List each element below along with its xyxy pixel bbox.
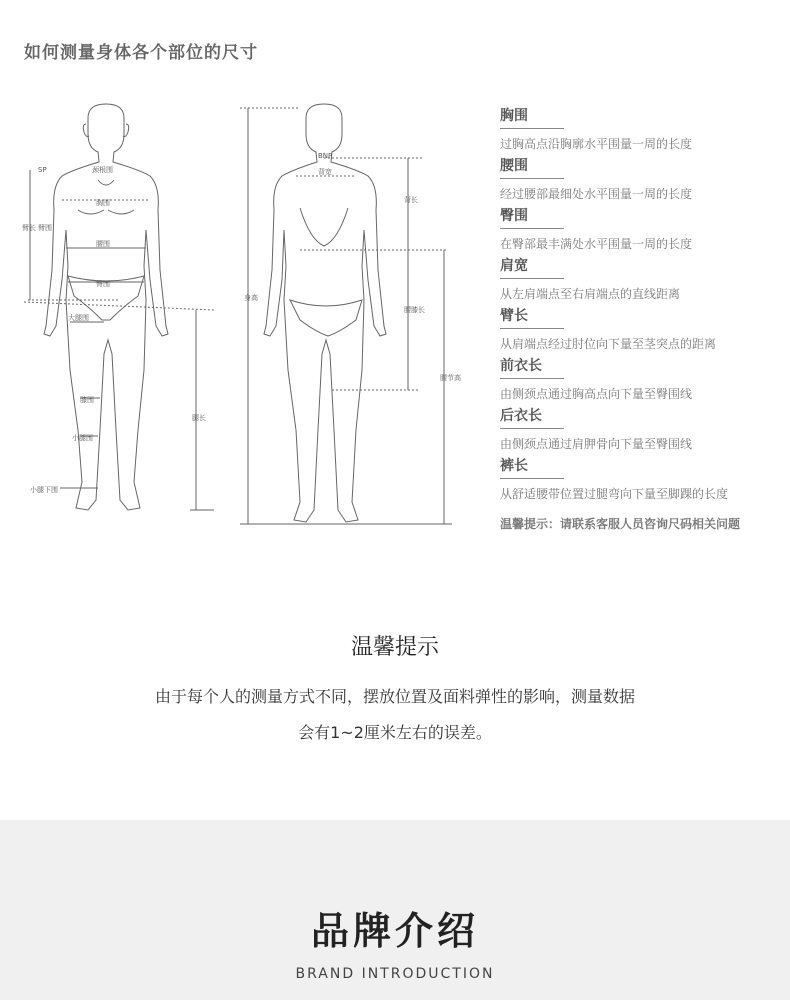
notice-title: 温馨提示 [350,635,439,660]
definition-item [500,105,780,155]
label-chest: 胸围 [96,199,110,207]
label-waist: 腰围 [96,240,110,248]
definition-term: 胸围 [500,105,564,129]
definition-term: 裤长 [500,455,564,479]
label-leg-length: 腿长 [192,414,206,422]
definition-item [500,455,780,505]
definition-term: 肩宽 [500,255,564,279]
brand-subtitle: BRAND INTRODUCTION [295,966,495,982]
notice-line-2: 会有1~2厘米左右的误差。 [298,723,492,742]
label-back-length: 背长 [404,196,418,204]
definition-item [500,305,780,355]
definition-desc: 经过腰部最细处水平围量一周的长度 [500,187,693,201]
label-arm-length: 臂长 [22,224,36,232]
definition-desc: 在臀部最丰满处水平围量一周的长度 [500,237,693,251]
definition-term: 臂长 [500,305,564,329]
definition-item [500,155,780,205]
definition-item [500,255,780,305]
label-bnp: BNP [318,152,333,160]
label-thigh: 大腿围 [68,314,89,322]
definition-desc: 由侧颈点通过胸高点向下量至臀围线 [500,387,693,401]
definition-term: 腰围 [500,155,564,179]
definition-item [500,405,780,455]
label-neck: 颈根围 [92,166,113,174]
measurement-definitions [500,105,780,505]
label-sp: SP [38,166,47,174]
label-back-width: 背宽 [318,168,332,176]
brand-title: 品牌介绍 [310,909,479,953]
page-title: 如何测量身体各个部位的尺寸 [24,43,258,63]
label-under-knee: 小腿下围 [30,486,58,494]
label-knee: 膝围 [80,396,94,404]
notice-line-1: 由于每个人的测量方式不同，摆放位置及面料弹性的影响，测量数据 [154,687,635,706]
label-height: 身高 [244,294,258,302]
definition-desc: 过胸高点沿胸廓水平围量一周的长度 [500,137,693,151]
definition-term: 后衣长 [500,405,564,429]
definition-desc: 从舒适腰带位置过腿弯向下量至脚踝的长度 [500,487,729,501]
measurement-figure [0,90,480,540]
definition-term: 臀围 [500,205,564,229]
label-waist-height: 腰节高 [440,374,461,382]
definition-desc: 由侧颈点通过肩胛骨向下量至臀围线 [500,437,693,451]
label-hip: 臀围 [96,280,110,288]
customer-service-tip: 温馨提示：请联系客服人员咨询尺码相关问题 [500,517,741,531]
label-arm-girth: 臂围 [38,224,52,232]
definition-term: 前衣长 [500,355,564,379]
label-calf: 小腿围 [72,434,93,442]
definition-item [500,355,780,405]
definition-desc: 从左肩端点至右肩端点的直线距离 [500,287,681,301]
label-waist-to-knee: 腰膝长 [404,306,425,314]
back-body-outline [264,104,386,522]
definition-desc: 从肩端点经过肘位向下量至茎突点的距离 [500,337,717,351]
definition-item [500,205,780,255]
